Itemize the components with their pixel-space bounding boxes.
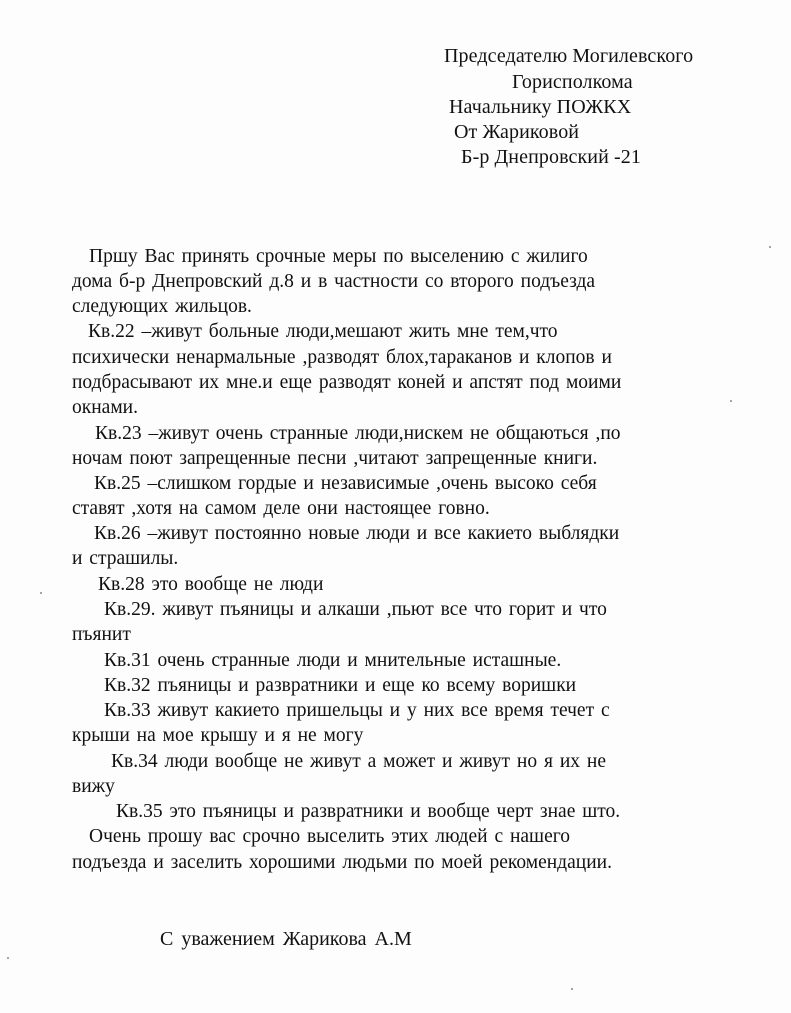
addressee-line: Начальнику ПОЖКХ <box>449 96 632 118</box>
body-line: дома б-р Днепровский д.8 и в частности со второго подъезда <box>72 271 596 292</box>
body-line: Кв.23 –живут очень странные люди,нискем не общаються ,по <box>95 423 621 444</box>
body-line: Очень прошу вас срочно выселить этих людей с нашего <box>89 826 570 847</box>
addressee-line: Горисполкома <box>512 71 633 93</box>
sender-address-line: Б-р Днепровский -21 <box>461 146 641 168</box>
body-line: подъезда и заселить хорошими людьми по моей рекомендации. <box>72 852 612 873</box>
scan-speck <box>769 246 771 248</box>
body-line: окнами. <box>72 397 138 418</box>
body-line: психически ненармальные ,разводят блох,тараканов и клопов и <box>72 347 612 368</box>
body-line: подбрасывают их мне.и еще разводят коней и апстят под моими <box>72 372 622 393</box>
body-line: крыши на мое крышу и я не могу <box>72 725 364 746</box>
scan-speck <box>7 957 9 959</box>
body-line: Кв.35 это пъяницы и развратники и вообще черт знае што. <box>116 801 621 822</box>
body-line: Пршу Вас принять срочные меры по выселению с жилиго <box>89 246 588 267</box>
body-line: вижу <box>72 776 115 797</box>
body-line: ночам поют запрещенные песни ,читают запрещенные книги. <box>72 448 598 469</box>
sender-line: От Жариковой <box>454 121 580 143</box>
body-line: и страшилы. <box>72 548 179 569</box>
body-line: Кв.28 это вообще не люди <box>98 574 324 595</box>
body-line: Кв.29. живут пъяницы и алкаши ,пьют все что горит и что <box>104 599 607 620</box>
scan-speck <box>40 592 42 594</box>
body-line: Кв.22 –живут больные люди,мешают жить мне тем,что <box>88 321 558 342</box>
body-line: Кв.32 пъяницы и развратники и еще ко всему воришки <box>104 675 577 696</box>
scan-speck <box>730 400 732 402</box>
body-line: Кв.31 очень странные люди и мнительные исташные. <box>104 650 562 671</box>
body-line: пъянит <box>72 624 131 645</box>
body-line: ставят ,хотя на самом деле они настоящее говно. <box>72 498 490 519</box>
body-line: Кв.25 –слишком гордые и независимые ,очень высоко себя <box>94 473 597 494</box>
addressee-line: Председателю Могилевского <box>444 45 694 67</box>
body-line: Кв.26 –живут постоянно новые люди и все какието выблядки <box>94 523 620 544</box>
scan-speck <box>571 988 573 990</box>
signature-line: С уважением Жарикова А.М <box>160 928 412 950</box>
body-line: Кв.34 люди вообще не живут а может и живут но я их не <box>111 751 606 772</box>
body-line: следующих жильцов. <box>72 296 252 317</box>
body-line: Кв.33 живут какието пришельцы и у них все время течет с <box>104 700 610 721</box>
